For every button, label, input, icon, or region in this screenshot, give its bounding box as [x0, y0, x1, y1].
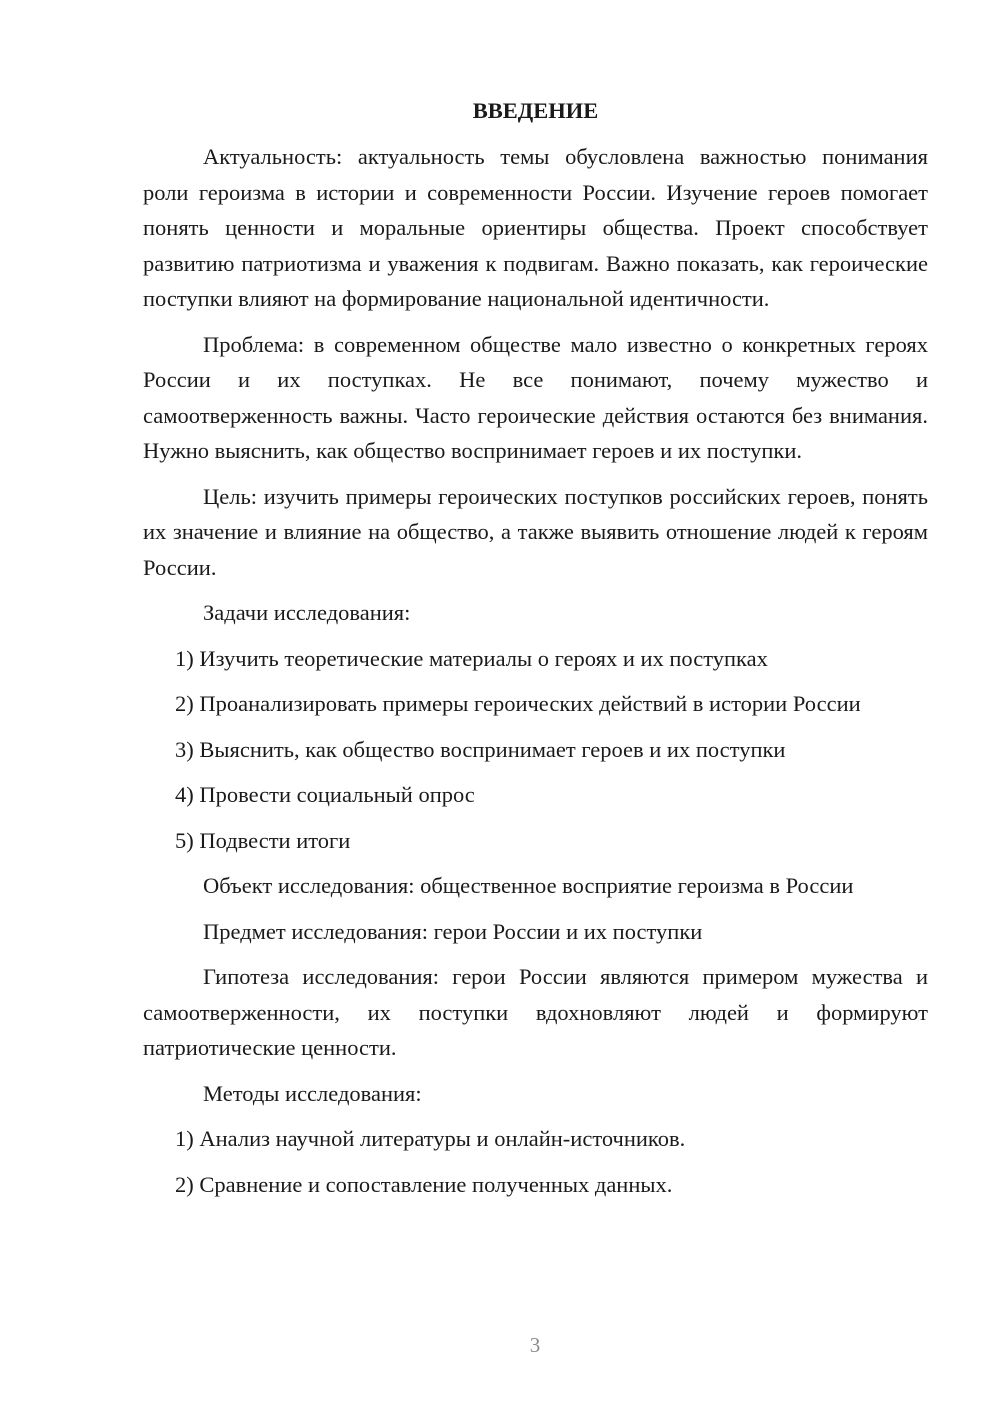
task-item: 5) Подвести итоги: [175, 827, 351, 853]
hypothesis-paragraph: Гипотеза исследования: герои России являются примером мужества и самоотверженности, их поступки вдохновляют людей и формируют патриотические ценности.: [143, 964, 928, 1060]
task-item: 1) Изучить теоретические материалы о героях и их поступках: [175, 645, 768, 671]
research-object: Объект исследования: общественное восприятие героизма в России: [203, 873, 854, 898]
task-item: 2) Проанализировать примеры героических действий в истории России: [175, 691, 861, 716]
task-item: 3) Выяснить, как общество воспринимает героев и их поступки: [175, 736, 786, 762]
document-page: [143, 96, 928, 1212]
page-number: 3: [529, 1333, 541, 1357]
problem-paragraph: Проблема: в современном обществе мало известно о конкретных героях России и их поступках. Не все понимают, почему мужество и самоотверженность важны. Часто героические действия остаются без внимания. Нужно выяснить, как общество воспринимает героев и их поступки.: [143, 331, 928, 463]
methods-heading: Методы исследования:: [203, 1080, 422, 1106]
method-item: 1) Анализ научной литературы и онлайн-источников.: [175, 1126, 686, 1151]
research-subject: Предмет исследования: герои России и их поступки: [203, 918, 703, 944]
task-item: 4) Провести социальный опрос: [175, 782, 475, 807]
tasks-heading: Задачи исследования:: [203, 600, 411, 625]
method-item: 2) Сравнение и сопоставление полученных данных.: [175, 1171, 673, 1197]
goal-paragraph: Цель: изучить примеры героических поступков российских героев, понять их значение и влияние на общество, а также выявить отношение людей к героям России.: [143, 483, 928, 580]
relevance-paragraph: Актуальность: актуальность темы обусловлена важностью понимания роли героизма в истории и современности России. Изучение героев помогает понять ценности и моральные ориентиры общества. Проект способствует развитию патриотизма и уважения к подвигам. Важно показать, как героические поступки влияют на формирование национальной идентичности.: [143, 144, 928, 311]
section-title: ВВЕДЕНИЕ: [472, 98, 599, 123]
